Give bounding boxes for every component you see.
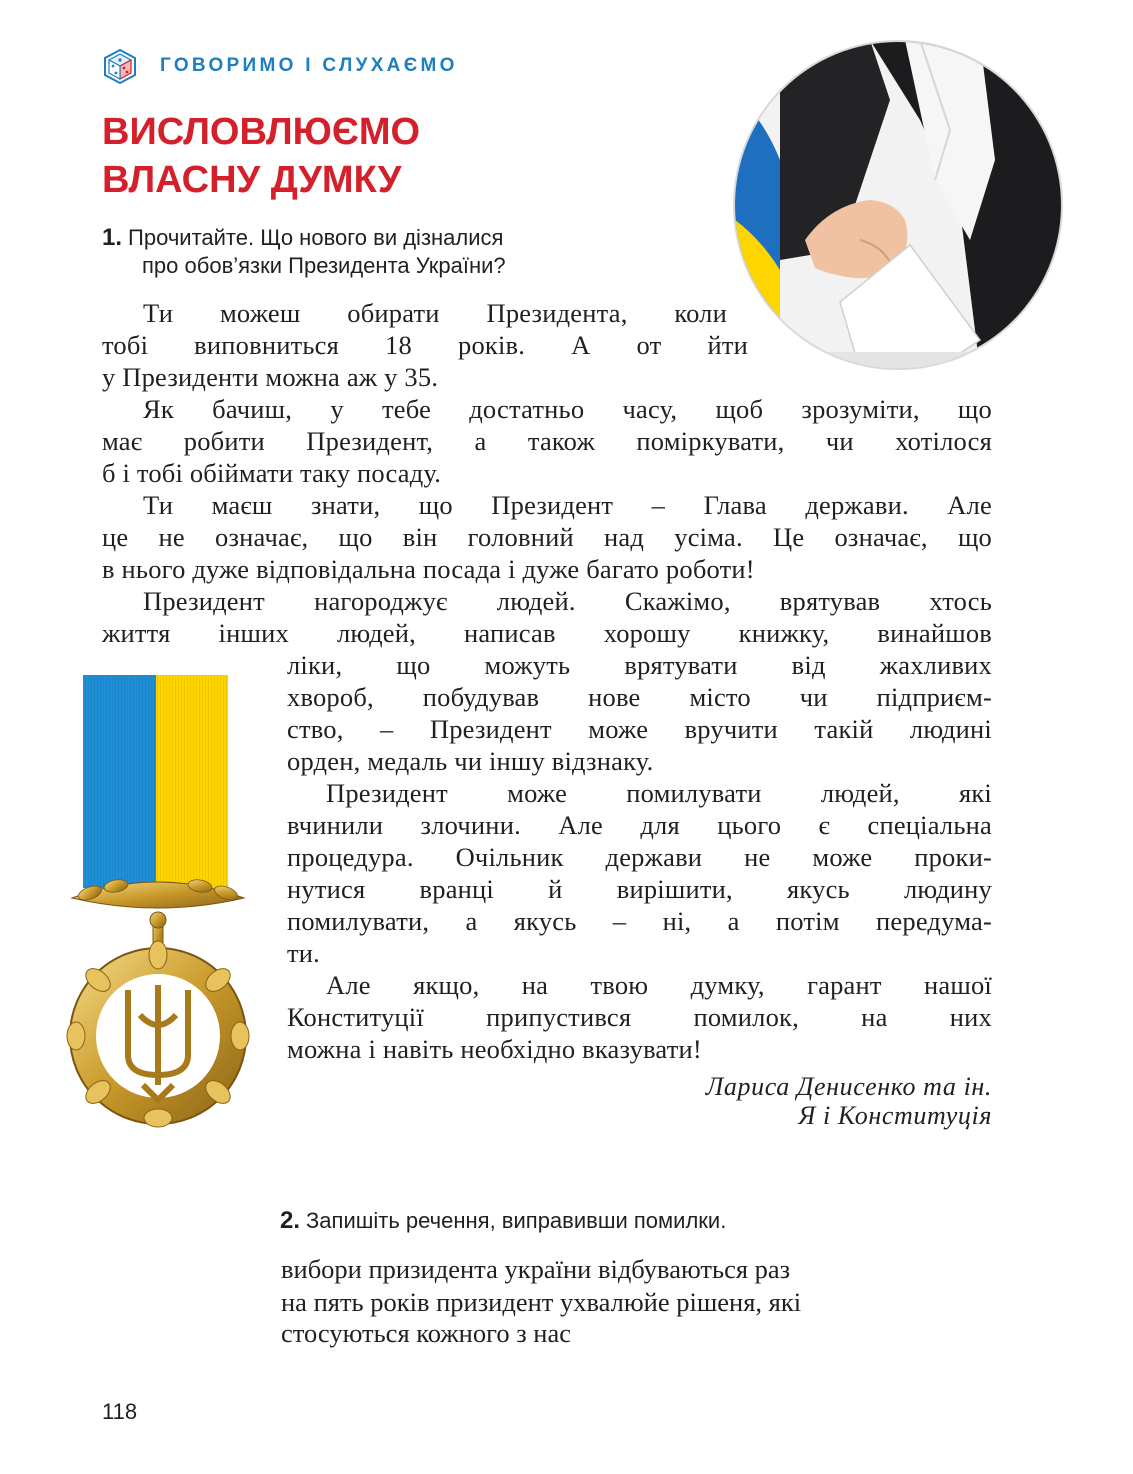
- text-line: вчинили злочини. Але для цього є спеціальна: [287, 810, 992, 840]
- text-line: процедура. Очільник держави не може проки-: [287, 842, 992, 872]
- source-book: Я і Конституція: [798, 1101, 992, 1130]
- text-line: Президент нагороджує людей. Скажімо, врятував хтось: [143, 586, 992, 616]
- text-line: Але якщо, на твою думку, гарант нашої: [326, 970, 992, 1000]
- medal-image: [58, 670, 258, 1148]
- task-2-number: 2.: [280, 1207, 301, 1234]
- task-2-instruction: Запишіть речення, виправивши помилки.: [306, 1208, 727, 1233]
- text-line: ліки, що можуть врятувати від жахливих: [287, 650, 992, 680]
- task-1-line-1: Прочитайте. Що нового ви дізналися: [128, 225, 504, 250]
- text-line: життя інших людей, написав хорошу книжку, винайшов: [102, 618, 992, 648]
- text-line: Ти можеш обирати Президента, коли: [143, 298, 727, 328]
- text-line: Президент може помилувати людей, які: [326, 778, 992, 808]
- dice-icon: [102, 48, 138, 84]
- title-line-2: ВЛАСНУ ДУМКУ: [102, 159, 402, 201]
- section-label: ГОВОРИМО І СЛУХАЄМО: [160, 55, 458, 76]
- text-line: помилувати, а якусь – ні, а потім передума-: [287, 906, 992, 936]
- text-line: Як бачиш, у тебе достатньо часу, щоб зрозуміти, що: [143, 394, 992, 424]
- text-line: це не означає, що він головний над усіма. Це означає, що: [102, 522, 992, 552]
- exercise-line: стосуються кожного з нас: [281, 1318, 571, 1348]
- text-line: тобі виповниться 18 років. А от йти: [102, 330, 748, 360]
- text-line: можна і навіть необхідно вказувати!: [287, 1034, 702, 1064]
- text-line: нутися вранці й вирішити, якусь людину: [287, 874, 992, 904]
- exercise-line: вибори призидента україни відбуваються раз: [281, 1254, 791, 1284]
- text-line: орден, медаль чи іншу відзнаку.: [287, 746, 654, 776]
- text-line: у Президенти можна аж у 35.: [102, 362, 439, 392]
- section-header: [102, 46, 458, 86]
- title-line-1: ВИСЛОВЛЮЄМО: [102, 111, 421, 153]
- voting-photo: [720, 40, 1072, 370]
- page-number: 118: [102, 1399, 138, 1424]
- text-line: має робити Президент, а також поміркувати, чи хотілося: [102, 426, 992, 456]
- text-line: ство, – Президент може вручити такій людині: [287, 714, 992, 744]
- exercise-line: на пять років призидент ухвалюйе рішеня, які: [281, 1287, 802, 1317]
- text-line: б і тобі обіймати таку посаду.: [102, 458, 442, 488]
- text-line: ти.: [287, 938, 320, 968]
- text-line: в нього дуже відповідальна посада і дуже багато роботи!: [102, 554, 755, 584]
- task-2: [280, 1207, 726, 1235]
- task-1-number: 1.: [102, 224, 123, 251]
- source-author: Лариса Денисенко та ін.: [705, 1072, 992, 1101]
- text-line: Ти маєш знати, що Президент – Глава держави. Але: [143, 490, 992, 520]
- lesson-title: [102, 108, 420, 204]
- task-1-line-2: про обов’язки Президента України?: [142, 253, 506, 278]
- text-line: хвороб, побудував нове місто чи підприєм-: [287, 682, 992, 712]
- text-line: Конституції припустився помилок, на них: [287, 1002, 992, 1032]
- task-1: [102, 224, 506, 280]
